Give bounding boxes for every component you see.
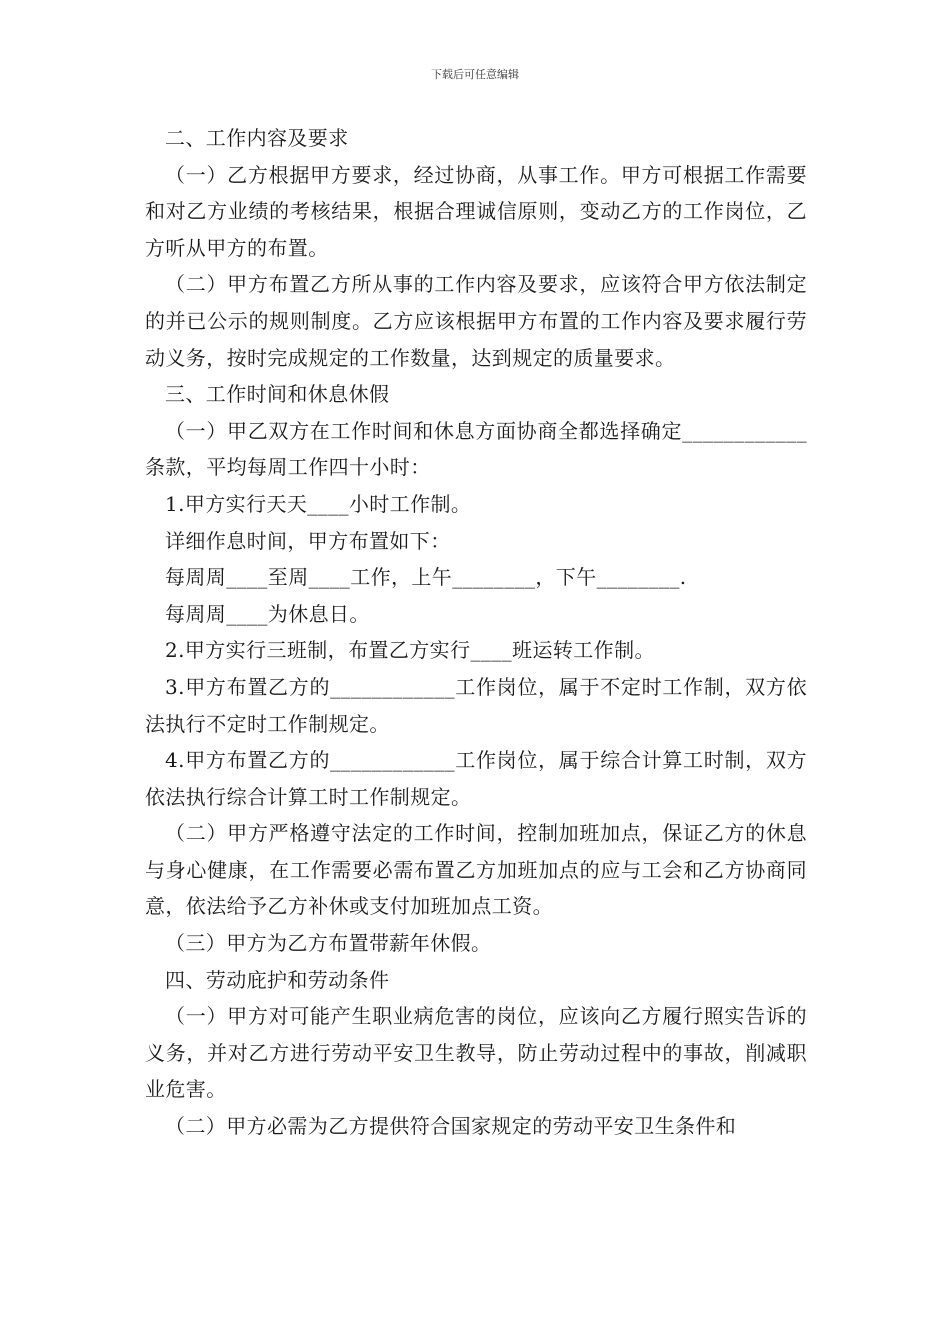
paragraph: （三）甲方为乙方布置带薪年休假。 [165,931,492,956]
list-item: 1.甲方实行天天____小时工作制。 [165,491,472,516]
section-heading-4: 四、劳动庇护和劳动条件 [165,967,390,992]
paragraph: 详细作息时间，甲方布置如下： [165,528,451,553]
document-body [145,120,807,1145]
paragraph: （一）乙方根据甲方要求，经过协商，从事工作。甲方可根据工作需要和对乙方业绩的考核结果，根据合理诚信原则，变动乙方的工作岗位，乙方听从甲方的布置。 [145,162,807,260]
paragraph: （二）甲方严格遵守法定的工作时间，控制加班加点，保证乙方的休息与身心健康，在工作需要必需布置乙方加班加点的应与工会和乙方协商同意，依法给予乙方补休或支付加班加点工资。 [145,821,807,919]
list-item: 3.甲方布置乙方的____________工作岗位，属于不定时工作制，双方依法执行不定时工作制规定。 [145,674,807,736]
list-item: 4.甲方布置乙方的____________工作岗位，属于综合计算工时制，双方依法执行综合计算工时工作制规定。 [145,748,807,809]
paragraph: 每周周____为休息日。 [165,601,370,626]
paragraph: 每周周____至周____工作，上午________，下午________. [165,565,687,590]
paragraph: （二）甲方布置乙方所从事的工作内容及要求，应该符合甲方依法制定的并已公示的规则制度。乙方应该根据甲方布置的工作内容及要求履行劳动义务，按时完成规定的工作数量，达到规定的质量要求。 [145,272,807,370]
section-heading-2: 二、工作内容及要求 [165,126,349,150]
paragraph: （二）甲方必需为乙方提供符合国家规定的劳动平安卫生条件和 [165,1114,737,1139]
paragraph: （一）甲乙双方在工作时间和休息方面协商全都选择确定____________条款，平均每周工作四十小时： [145,418,807,480]
paragraph: （一）甲方对可能产生职业病危害的岗位，应该向乙方履行照实告诉的义务，并对乙方进行劳动平安卫生教导，防止劳动过程中的事故，削减职业危害。 [145,1004,807,1102]
list-item: 2.甲方实行三班制，布置乙方实行____班运转工作制。 [165,638,655,663]
section-heading-3: 三、工作时间和休息休假 [165,382,390,407]
page-header: 下载后可任意编辑 [431,68,519,81]
